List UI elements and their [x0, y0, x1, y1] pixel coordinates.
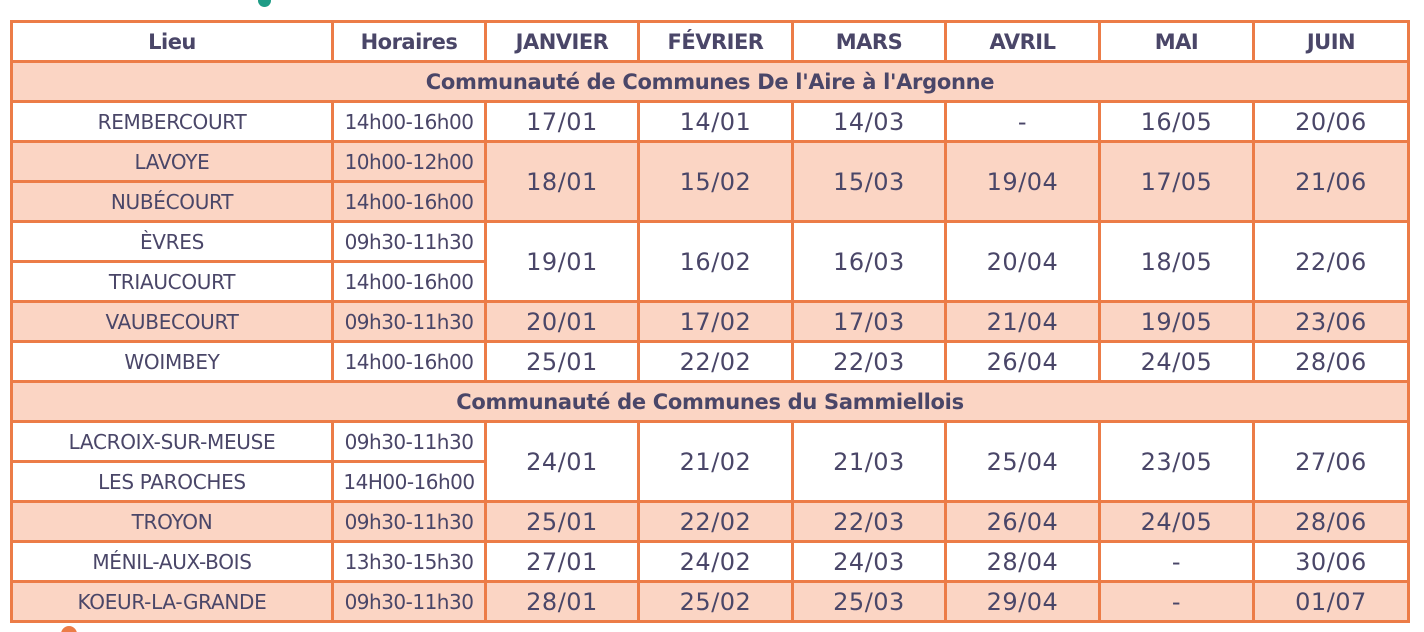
hours-cell: 09h30-11h30 — [333, 422, 486, 462]
hours-cell: 09h30-11h30 — [333, 502, 486, 542]
date-cell: 15/02 — [639, 142, 793, 222]
date-cell: - — [946, 102, 1100, 142]
date-cell: 24/02 — [639, 542, 793, 582]
date-cell: 25/04 — [946, 422, 1100, 502]
place-name: ÈVRES — [12, 222, 333, 262]
table-row — [12, 142, 1409, 182]
schedule-table — [10, 20, 1410, 623]
date-cell: 20/06 — [1254, 102, 1409, 142]
header-fevrier: FÉVRIER — [639, 22, 793, 62]
hours-cell: 09h30-11h30 — [333, 222, 486, 262]
group-title: Communauté de Communes De l'Aire à l'Argonne — [12, 62, 1409, 102]
date-cell: - — [1100, 582, 1254, 622]
hours-cell: 09h30-11h30 — [333, 582, 486, 622]
date-cell: 23/05 — [1100, 422, 1254, 502]
date-cell: 20/04 — [946, 222, 1100, 302]
place-name: NUBÉCOURT — [12, 182, 333, 222]
decorative-dot-top — [258, 0, 271, 7]
date-cell: 17/02 — [639, 302, 793, 342]
date-cell: 28/06 — [1254, 502, 1409, 542]
date-cell: 21/03 — [793, 422, 946, 502]
date-cell: 17/05 — [1100, 142, 1254, 222]
date-cell: 16/02 — [639, 222, 793, 302]
date-cell: 29/04 — [946, 582, 1100, 622]
date-cell: 28/04 — [946, 542, 1100, 582]
date-cell: - — [1100, 542, 1254, 582]
date-cell: 24/03 — [793, 542, 946, 582]
date-cell: 28/06 — [1254, 342, 1409, 382]
table-row — [12, 542, 1409, 582]
header-row — [12, 22, 1409, 62]
date-cell: 21/06 — [1254, 142, 1409, 222]
hours-cell: 14h00-16h00 — [333, 182, 486, 222]
place-name: KOEUR-LA-GRANDE — [12, 582, 333, 622]
date-cell: 26/04 — [946, 502, 1100, 542]
header-juin: JUIN — [1254, 22, 1409, 62]
date-cell: 27/06 — [1254, 422, 1409, 502]
date-cell: 25/01 — [486, 342, 639, 382]
decorative-dot-bottom — [61, 626, 77, 632]
date-cell: 16/03 — [793, 222, 946, 302]
date-cell: 16/05 — [1100, 102, 1254, 142]
date-cell: 18/05 — [1100, 222, 1254, 302]
hours-cell: 14H00-16h00 — [333, 462, 486, 502]
date-cell: 19/04 — [946, 142, 1100, 222]
hours-cell: 10h00-12h00 — [333, 142, 486, 182]
date-cell: 19/05 — [1100, 302, 1254, 342]
group-title-row — [12, 382, 1409, 422]
date-cell: 27/01 — [486, 542, 639, 582]
group-title-row — [12, 62, 1409, 102]
hours-cell: 09h30-11h30 — [333, 302, 486, 342]
date-cell: 22/03 — [793, 502, 946, 542]
table-row — [12, 342, 1409, 382]
table-row — [12, 302, 1409, 342]
table-row — [12, 582, 1409, 622]
date-cell: 23/06 — [1254, 302, 1409, 342]
date-cell: 25/02 — [639, 582, 793, 622]
header-mai: MAI — [1100, 22, 1254, 62]
date-cell: 22/06 — [1254, 222, 1409, 302]
place-name: VAUBECOURT — [12, 302, 333, 342]
header-mars: MARS — [793, 22, 946, 62]
date-cell: 24/05 — [1100, 502, 1254, 542]
date-cell: 22/02 — [639, 342, 793, 382]
date-cell: 17/03 — [793, 302, 946, 342]
date-cell: 24/01 — [486, 422, 639, 502]
date-cell: 19/01 — [486, 222, 639, 302]
hours-cell: 14h00-16h00 — [333, 262, 486, 302]
table-row — [12, 222, 1409, 262]
header-lieu: Lieu — [12, 22, 333, 62]
date-cell: 14/03 — [793, 102, 946, 142]
date-cell: 28/01 — [486, 582, 639, 622]
date-cell: 30/06 — [1254, 542, 1409, 582]
hours-cell: 14h00-16h00 — [333, 102, 486, 142]
hours-cell: 14h00-16h00 — [333, 342, 486, 382]
header-horaires: Horaires — [333, 22, 486, 62]
place-name: LES PAROCHES — [12, 462, 333, 502]
table-row — [12, 102, 1409, 142]
date-cell: 25/01 — [486, 502, 639, 542]
date-cell: 20/01 — [486, 302, 639, 342]
date-cell: 17/01 — [486, 102, 639, 142]
date-cell: 14/01 — [639, 102, 793, 142]
date-cell: 25/03 — [793, 582, 946, 622]
place-name: REMBERCOURT — [12, 102, 333, 142]
place-name: LAVOYE — [12, 142, 333, 182]
date-cell: 18/01 — [486, 142, 639, 222]
place-name: LACROIX-SUR-MEUSE — [12, 422, 333, 462]
place-name: WOIMBEY — [12, 342, 333, 382]
date-cell: 22/02 — [639, 502, 793, 542]
place-name: TROYON — [12, 502, 333, 542]
place-name: MÉNIL-AUX-BOIS — [12, 542, 333, 582]
header-avril: AVRIL — [946, 22, 1100, 62]
table-row — [12, 422, 1409, 462]
group-title: Communauté de Communes du Sammiellois — [12, 382, 1409, 422]
hours-cell: 13h30-15h30 — [333, 542, 486, 582]
date-cell: 22/03 — [793, 342, 946, 382]
header-janvier: JANVIER — [486, 22, 639, 62]
date-cell: 21/02 — [639, 422, 793, 502]
table-row — [12, 502, 1409, 542]
place-name: TRIAUCOURT — [12, 262, 333, 302]
date-cell: 01/07 — [1254, 582, 1409, 622]
date-cell: 21/04 — [946, 302, 1100, 342]
date-cell: 26/04 — [946, 342, 1100, 382]
date-cell: 15/03 — [793, 142, 946, 222]
date-cell: 24/05 — [1100, 342, 1254, 382]
